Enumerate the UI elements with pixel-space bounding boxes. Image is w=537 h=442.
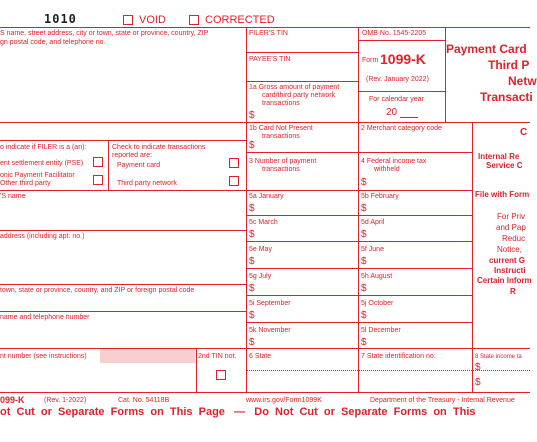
- epf-checkbox[interactable]: [93, 175, 103, 185]
- payment-card-checkbox[interactable]: [229, 158, 239, 168]
- title-l4: Transacti: [480, 90, 533, 104]
- footer-form: 099-K: [0, 395, 25, 405]
- rule-m10: [246, 322, 472, 323]
- box-8-label: 8 State income ta: [475, 354, 522, 360]
- rule-check-top: [0, 140, 246, 141]
- box-5h-dollar: $: [361, 283, 367, 294]
- box-4-l1: 4 Federal income tax: [361, 158, 427, 165]
- box-1a-l3: transactions: [262, 100, 300, 107]
- footer-rev: (Rev. 1-2022): [44, 397, 87, 404]
- box-5f-dollar: $: [361, 256, 367, 267]
- form-rev: (Rev. January 2022): [366, 76, 429, 83]
- second-tin-checkbox[interactable]: [216, 370, 226, 380]
- omb-number: OMB No. 1545-2205: [362, 30, 427, 37]
- copy-file-with: File with Form: [475, 190, 530, 199]
- box-1b-dollar: $: [249, 140, 255, 151]
- payee-name-label: 'S name: [0, 193, 26, 200]
- box-5j-dollar: $: [361, 310, 367, 321]
- rule-m5: [246, 190, 472, 191]
- box-7-label: 7 State identification no.: [361, 353, 436, 360]
- third-party-label: Third party network: [117, 180, 177, 187]
- form-word: Form: [362, 57, 379, 64]
- box-8-dollar2: $: [475, 377, 481, 388]
- box-8-dollar1: $: [475, 362, 481, 373]
- trans-check-label: Check to indicate transactions: [112, 144, 206, 151]
- copy-priv1: For Priv: [497, 212, 525, 221]
- rule-m6: [246, 215, 472, 216]
- corrected-label: CORRECTED: [205, 14, 275, 26]
- rule-col-c: [472, 122, 473, 392]
- void-checkbox[interactable]: [123, 15, 133, 25]
- epf-label: onic Payment Facilitator: [0, 172, 75, 179]
- reported-label: reported are:: [112, 152, 153, 159]
- box-5e-dollar: $: [249, 256, 255, 267]
- copy-priv6: Instructi: [494, 266, 526, 275]
- rule-omb1: [358, 40, 445, 41]
- box-5c-label: 5c March: [249, 219, 278, 226]
- row6-dotted-1: [246, 370, 530, 371]
- rule-top: [0, 27, 530, 28]
- filer-name-label: S name, street address, city or town, state or province, country, ZIP: [0, 30, 209, 37]
- copy-priv2: and Pap: [496, 223, 526, 232]
- rule-m3: [246, 122, 530, 123]
- void-label: VOID: [139, 14, 166, 26]
- account-number-shade: [100, 349, 195, 363]
- corrected-checkbox[interactable]: [189, 15, 199, 25]
- box-1b-l1: 1b Card Not Present: [249, 125, 313, 132]
- box-5b-label: 5b February: [361, 193, 399, 200]
- calendar-year-label: For calendar year: [369, 96, 424, 103]
- third-party-checkbox[interactable]: [229, 176, 239, 186]
- pse-checkbox[interactable]: [93, 157, 103, 167]
- box-3-l1: 3 Number of payment: [249, 158, 317, 165]
- rule-pse: [0, 348, 530, 349]
- box-5d-label: 5d April: [361, 219, 385, 226]
- copy-priv5: current G: [489, 256, 526, 265]
- rule-tin-left: [196, 348, 197, 392]
- title-l2: Third P: [488, 58, 530, 72]
- box-5e-label: 5e May: [249, 246, 272, 253]
- rule-address: [0, 284, 246, 285]
- payee-tin-label: PAYEE'S TIN: [249, 56, 291, 63]
- copy-priv8: R: [510, 287, 516, 296]
- pse-name-label: name and telephone number: [0, 314, 90, 321]
- footer-url: www.irs.gov/Form1099K: [246, 397, 322, 404]
- box-5a-label: 5a January: [249, 193, 284, 200]
- pse-label: ent settlement entity (PSE): [0, 160, 84, 167]
- box-5k-dollar: $: [249, 337, 255, 348]
- payee-city-label: town, state or province, country, and ZIP or foreign postal code: [0, 287, 195, 294]
- rule-m9: [246, 295, 472, 296]
- year-prefix: 20: [386, 107, 398, 118]
- filer-check-label: o indicate if FILER is a (an):: [0, 144, 87, 151]
- filer-tin-label: FILER'S TIN: [249, 30, 288, 37]
- account-number-label: nt number (see instructions): [0, 353, 87, 360]
- rule-m2: [246, 81, 358, 82]
- box-5i-label: 5i September: [249, 300, 291, 307]
- rule-col-b: [358, 27, 359, 392]
- box-5j-label: 5j October: [361, 300, 394, 307]
- box-1b-l2: transactions: [262, 133, 300, 140]
- rule-bottom: [0, 392, 530, 393]
- copy-irs2: Service C: [486, 161, 523, 170]
- box-3-l2: transactions: [262, 166, 300, 173]
- footer-dept: Department of the Treasury - Internal Revenue: [370, 397, 515, 404]
- second-tin-label: 2nd TIN not.: [198, 353, 237, 360]
- box-4-dollar: $: [361, 177, 367, 188]
- form-number: 1099-K: [380, 51, 426, 67]
- box-5d-dollar: $: [361, 229, 367, 240]
- other-party-label: Other third party: [0, 180, 51, 187]
- box-5f-label: 5f June: [361, 246, 384, 253]
- rule-checks-bottom: [0, 190, 246, 191]
- rule-city: [0, 311, 246, 312]
- box-5b-dollar: $: [361, 203, 367, 214]
- box-5l-label: 5l December: [361, 327, 401, 334]
- copy-irs1: Internal Re: [478, 152, 520, 161]
- box-4-l2: withheld: [374, 166, 400, 173]
- rule-m1: [246, 52, 358, 53]
- rule-m7: [246, 241, 472, 242]
- rule-m8: [246, 268, 472, 269]
- title-l1: Payment Card: [446, 42, 527, 56]
- copy-letter: C: [520, 127, 528, 138]
- box-5l-dollar: $: [361, 337, 367, 348]
- copy-priv3: Reduc: [502, 234, 526, 243]
- payment-card-label: Payment card: [117, 162, 161, 169]
- rule-payee-name: [0, 230, 246, 231]
- box-6-label: 6 State: [249, 353, 272, 360]
- footer-cut-warning: ot Cut or Separate Forms on This Page — Do Not Cut or Separate Forms on This: [0, 406, 476, 418]
- copy-priv4: Notice,: [497, 245, 522, 254]
- box-5i-dollar: $: [249, 310, 255, 321]
- box-5g-label: 5g July: [249, 273, 272, 280]
- year-blank: [400, 117, 418, 118]
- form-code: 1010: [44, 12, 77, 26]
- title-l3: Netw: [508, 74, 537, 88]
- rule-omb2: [358, 91, 445, 92]
- box-5k-label: 5k November: [249, 327, 291, 334]
- copy-priv7: Certain Inform: [477, 276, 532, 285]
- box-5g-dollar: $: [249, 283, 255, 294]
- box-1a-l1: 1a Gross amount of payment: [249, 84, 340, 91]
- box-1a-dollar: $: [249, 110, 255, 121]
- rule-check-divider: [108, 140, 109, 190]
- rule-filer-bottom: [0, 122, 246, 123]
- rule-m4: [246, 152, 472, 153]
- payee-address-label: address (including apt. no.): [0, 233, 85, 240]
- box-1a-l2: card/third party network: [262, 92, 336, 99]
- footer-cat: Cat. No. 54118B: [118, 397, 170, 404]
- filer-name-label2: gn postal code, and telephone no.: [0, 39, 106, 46]
- box-2-label: 2 Merchant category code: [361, 125, 442, 132]
- box-5a-dollar: $: [249, 203, 255, 214]
- box-5c-dollar: $: [249, 229, 255, 240]
- box-5h-label: 5h August: [361, 273, 393, 280]
